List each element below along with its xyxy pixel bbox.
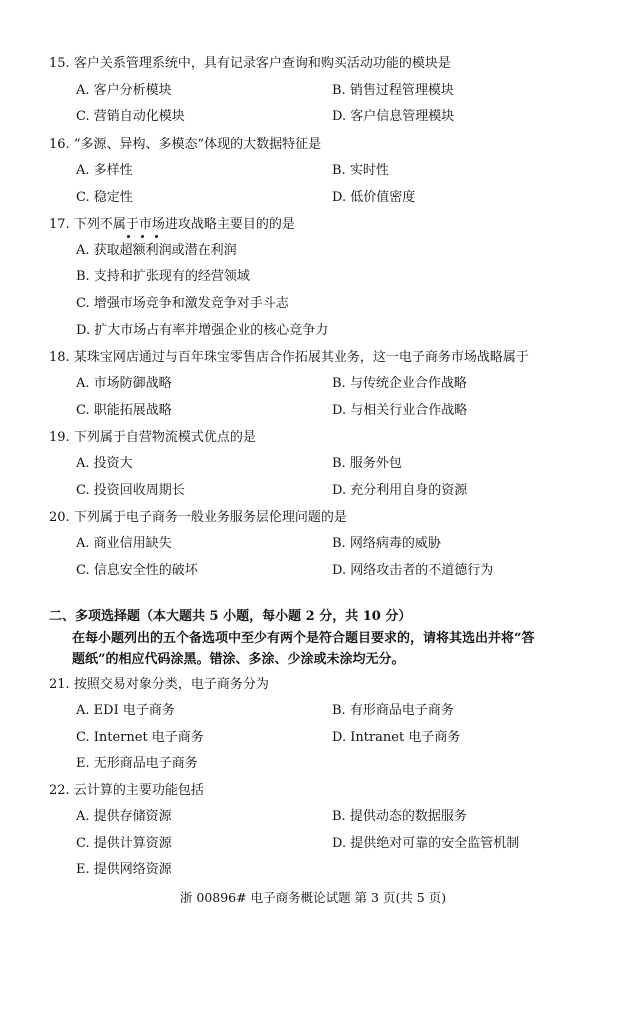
option-c: C. 投资回收周期长 (76, 483, 185, 498)
option-b: B. 网络病毒的威胁 (332, 536, 441, 551)
option-b: B. 有形商品电子商务 (332, 703, 454, 718)
question-stem (49, 349, 529, 367)
section-instruction: 题纸”的相应代码涂黑。错涂、多涂、少涂或未涂均无分。 (72, 652, 405, 667)
option-e: E. 无形商品电子商务 (76, 756, 198, 771)
question-text: 某珠宝网店通过与百年珠宝零售店合作拓展其业务，这一电子商务市场战略属于 (73, 350, 529, 365)
section-instruction: 在每小题列出的五个备选项中至少有两个是符合题目要求的，请将其选出并将“答 (72, 631, 535, 646)
page-footer: 浙 00896# 电子商务概论试题 第 3 页(共 5 页) (179, 890, 447, 905)
option-d: D. 充分利用自身的资源 (332, 483, 468, 498)
option-c: C. 信息安全性的破坏 (76, 563, 198, 578)
option-a: A. 提供存储资源 (76, 809, 172, 824)
option-c: C. 提供计算资源 (76, 836, 172, 851)
option-b: B. 销售过程管理模块 (332, 83, 454, 98)
option-a: A. 商业信用缺失 (76, 536, 172, 551)
question-number: 17. (49, 217, 70, 232)
question-stem (49, 216, 295, 234)
question-text: 云计算的主要功能包括 (73, 783, 204, 798)
question-stem (49, 676, 269, 694)
option-e: E. 提供网络资源 (76, 862, 172, 877)
question-number: 18. (49, 350, 70, 365)
option-d: D. 扩大市场占有率并增强企业的核心竞争力 (76, 323, 329, 338)
question-number: 21. (49, 677, 70, 692)
option-d: D. 低价值密度 (332, 190, 416, 205)
option-a: A. 客户分析模块 (76, 83, 172, 98)
option-c: C. Internet 电子商务 (76, 730, 204, 745)
question-number: 16. (49, 137, 70, 152)
question-number: 20. (49, 510, 70, 525)
option-a: A. 市场防御战略 (76, 376, 172, 391)
option-c: C. 增强市场竞争和激发竞争对手斗志 (76, 296, 289, 311)
question-text: 下列属于自营物流模式优点的是 (73, 430, 256, 445)
option-b: B. 与传统企业合作战略 (332, 376, 467, 391)
question-stem (49, 55, 451, 73)
question-text: 下列属于电子商务一般业务服务层伦理问题的是 (73, 510, 347, 525)
emphasis-dot (155, 235, 158, 238)
option-c: C. 稳定性 (76, 190, 133, 205)
question-stem (49, 782, 204, 800)
question-stem (49, 136, 321, 154)
option-b: B. 实时性 (332, 163, 389, 178)
option-a: A. 投资大 (76, 456, 133, 471)
emphasis-dot (141, 235, 144, 238)
option-d: D. 网络攻击者的不道德行为 (332, 563, 494, 578)
option-a: A. 获取超额利润或潜在利润 (76, 243, 237, 258)
option-d: D. 与相关行业合作战略 (332, 403, 468, 418)
question-number: 19. (49, 430, 70, 445)
option-b: B. 服务外包 (332, 456, 402, 471)
section-heading: 二、多项选择题（本大题共 5 小题，每小题 2 分，共 10 分） (49, 609, 412, 624)
question-number: 22. (49, 783, 70, 798)
question-stem (49, 509, 347, 527)
question-text: 客户关系管理系统中，具有记录客户查询和购买活动功能的模块是 (73, 56, 451, 71)
option-c: C. 职能拓展战略 (76, 403, 172, 418)
option-a: A. 多样性 (76, 163, 133, 178)
option-b: B. 提供动态的数据服务 (332, 809, 467, 824)
option-b: B. 支持和扩张现有的经营领域 (76, 269, 250, 284)
option-d: D. 提供绝对可靠的安全监管机制 (332, 836, 520, 851)
option-c: C. 营销自动化模块 (76, 109, 185, 124)
question-stem (49, 429, 256, 447)
option-d: D. 客户信息管理模块 (332, 109, 455, 124)
question-text: 下列不属于市场进攻战略主要目的的是 (73, 217, 295, 232)
question-text: 按照交易对象分类，电子商务分为 (73, 677, 269, 692)
emphasis-dot (127, 235, 130, 238)
option-d: D. Intranet 电子商务 (332, 730, 461, 745)
option-a: A. EDI 电子商务 (76, 703, 175, 718)
question-text: “多源、异构、多模态”体现的大数据特征是 (73, 137, 322, 152)
question-number: 15. (49, 56, 70, 71)
